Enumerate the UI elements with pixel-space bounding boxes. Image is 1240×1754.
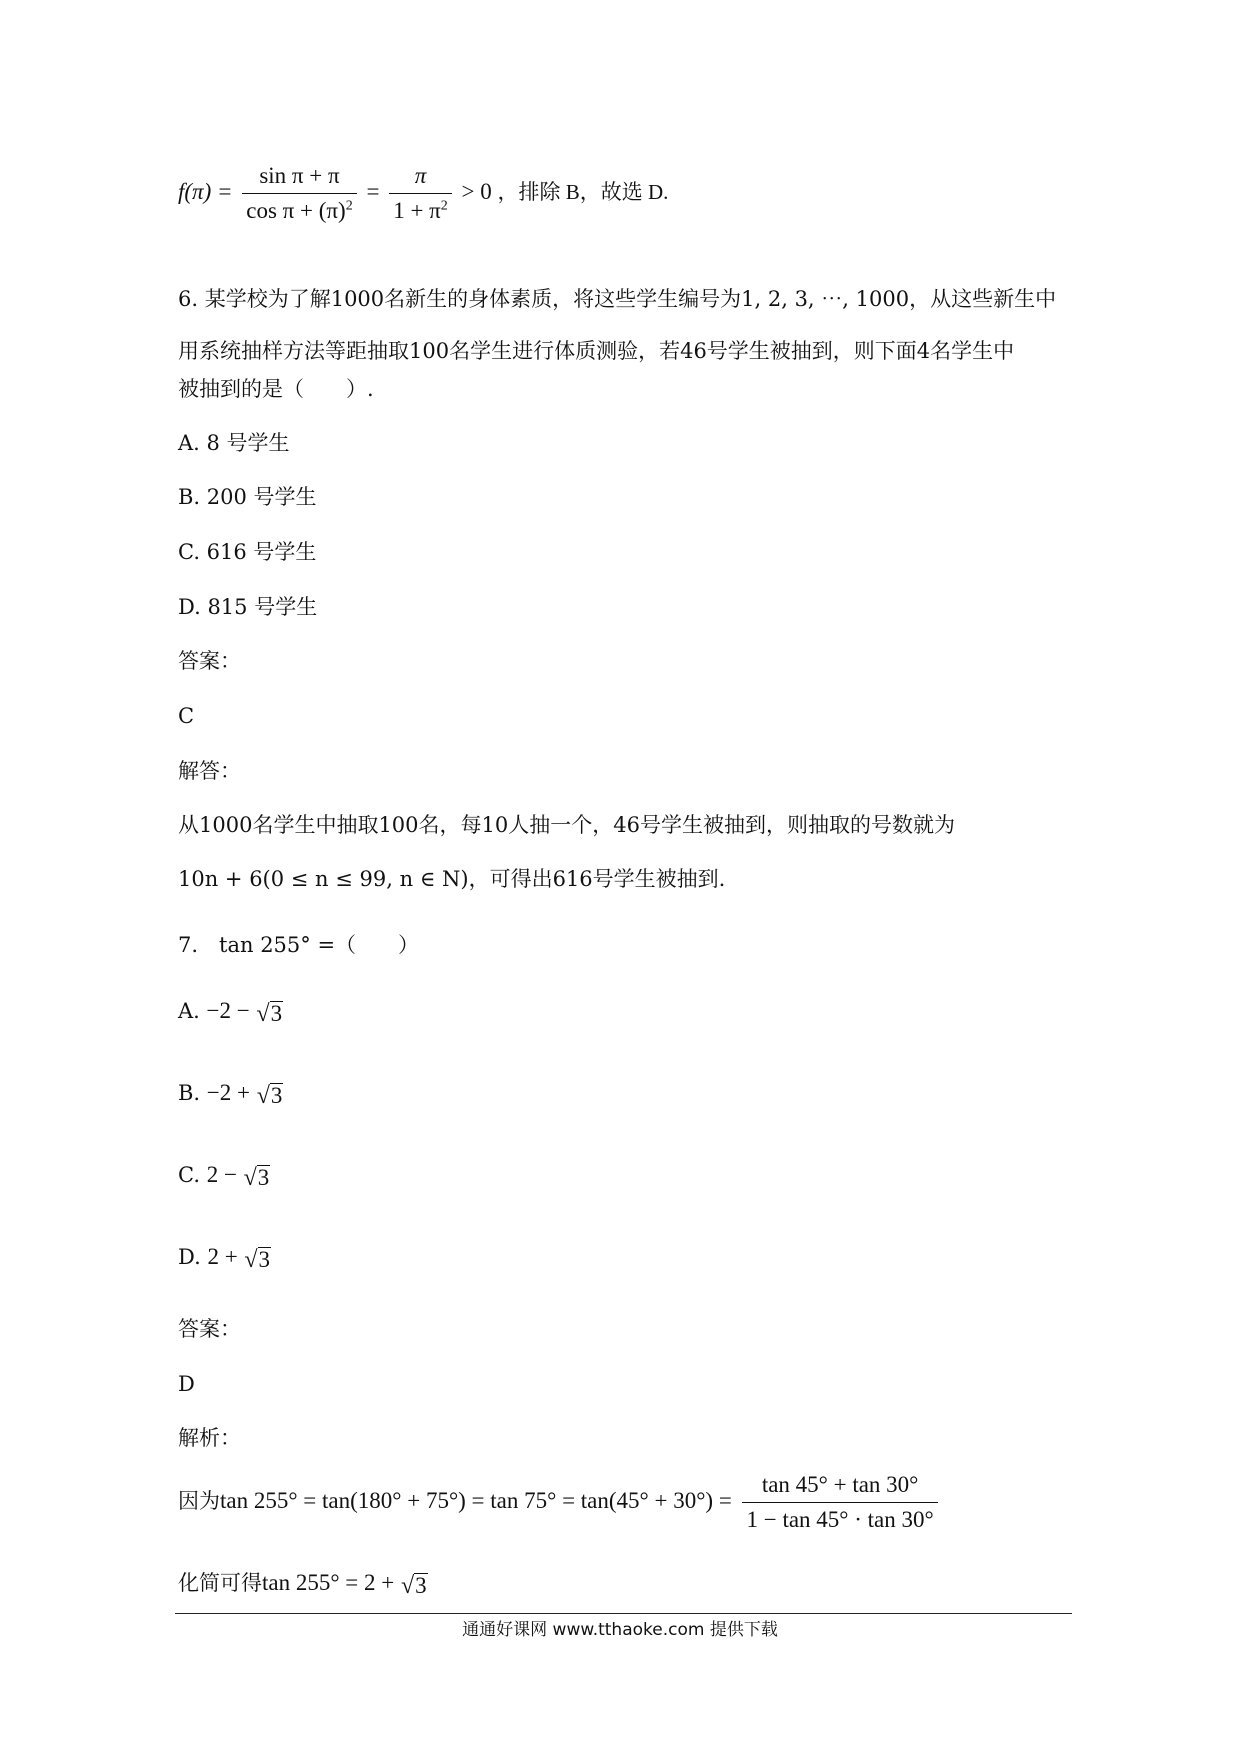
q6-answer: C <box>178 704 195 728</box>
greater-than-zero: > 0 <box>461 178 492 204</box>
q7-option-c <box>178 1160 270 1190</box>
simplify-expr: tan 255° = 2 + <box>262 1570 395 1595</box>
sqrt-icon: √ 3 <box>400 1573 427 1599</box>
q7-option-a <box>178 996 283 1026</box>
equals-sign: = <box>366 178 380 204</box>
sqrt-icon: √ 3 <box>243 1165 270 1191</box>
q6-solution-line-1: 从1000名学生中抽取100名，每10人抽一个，46号学生被抽到，则抽取的号数就为 <box>178 813 955 837</box>
q7-analysis-label: 解析： <box>178 1426 241 1450</box>
q6-answer-label: 答案： <box>178 649 241 673</box>
q6-stem-line-1: 6. 某学校为了解1000名新生的身体素质，将这些学生编号为1, 2, 3, ⋯, 1000，从这些新生中 <box>178 287 1057 311</box>
sqrt-icon: √ 3 <box>244 1247 271 1273</box>
sqrt-icon: √ 3 <box>256 1001 283 1027</box>
fraction-2-denominator: $1 + \pi^2$ <box>389 193 452 225</box>
q7-option-b <box>178 1078 283 1108</box>
simplify-prefix: 化简可得 <box>178 1571 262 1595</box>
q7-option-b-expr: −2 + <box>206 1080 250 1105</box>
tan-chain: tan 255° = tan(180° + 75°) = tan 75° = tan(45° + 30°) = <box>220 1488 732 1513</box>
q7-option-b-label: B. <box>178 1081 201 1105</box>
because-text: 因为 <box>178 1489 220 1513</box>
f-lhs: f(π) = <box>178 178 233 204</box>
q7-option-d-label: D. <box>178 1245 201 1269</box>
tan-sum-numerator: tan 45° + tan 30° <box>761 1472 919 1497</box>
q7-option-c-label: C. <box>178 1163 200 1187</box>
q7-option-c-expr: 2 − <box>206 1162 237 1187</box>
q6-solution-line-2: 10n + 6(0 ≤ n ≤ 99, n ∈ N)，可得出616号学生被抽到. <box>178 867 726 891</box>
fraction-1-denominator: $\cos \pi + (\pi)^2$ <box>242 193 356 225</box>
q7-answer: D <box>178 1372 195 1396</box>
fraction-1-numerator: sin π + π <box>259 163 340 188</box>
fraction-2-numerator: π <box>414 163 427 188</box>
q6-stem-line-2: 用系统抽样方法等距抽取100名学生进行体质测验，若46号学生被抽到，则下面4名学生中 <box>178 339 1015 363</box>
q7-option-a-label: A. <box>178 999 200 1023</box>
q7-analysis-formula <box>178 1470 942 1534</box>
q7-option-d-expr: 2 + <box>207 1244 238 1269</box>
section5-conclusion: ，排除 B，故选 D. <box>497 179 669 204</box>
sqrt-icon: √ 3 <box>256 1083 283 1109</box>
formula-f-pi <box>178 162 668 225</box>
fraction-1 <box>242 162 356 225</box>
q7-simplify <box>178 1568 428 1598</box>
q6-stem-line-3: 被抽到的是（ ）. <box>178 377 374 401</box>
q7-option-a-expr: −2 − <box>206 998 250 1023</box>
tan-sum-denominator: 1 − tan 45° · tan 30° <box>742 1502 937 1534</box>
q7-stem: 7. tan 255° =（ ） <box>178 933 420 957</box>
q6-solution-label: 解答： <box>178 759 241 783</box>
footer-divider <box>175 1613 1072 1614</box>
tan-sum-fraction <box>742 1471 937 1534</box>
q7-option-d <box>178 1242 271 1272</box>
q6-option-a: A. 8 号学生 <box>178 431 290 455</box>
footer-source: 通通好课网 www.tthaoke.com 提供下载 <box>462 1620 778 1640</box>
q6-option-b: B. 200 号学生 <box>178 485 317 509</box>
q6-option-c: C. 616 号学生 <box>178 540 317 564</box>
fraction-2 <box>389 162 452 225</box>
q7-answer-label: 答案： <box>178 1317 241 1341</box>
q6-option-d: D. 815 号学生 <box>178 595 318 619</box>
